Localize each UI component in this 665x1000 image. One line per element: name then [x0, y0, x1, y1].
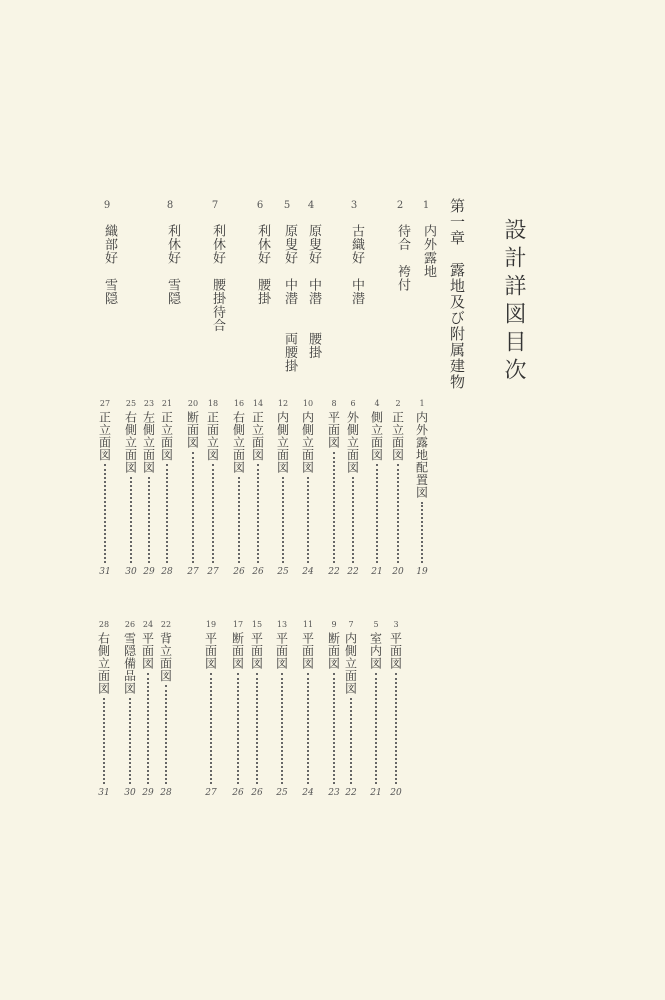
toc-entry — [203, 620, 219, 798]
leader-dots — [212, 464, 214, 563]
leader-dots — [148, 477, 150, 564]
figure-number: 25 — [125, 399, 137, 408]
toc-entry — [185, 399, 201, 577]
figure-title: 外側立面図 — [345, 411, 360, 474]
toc-entry — [275, 399, 291, 577]
page-number: 24 — [302, 567, 314, 577]
page-number: 21 — [370, 788, 382, 798]
item-title: 織部好 雪隠 — [102, 224, 117, 305]
toc-entry — [250, 399, 266, 577]
toc-entry — [123, 399, 139, 577]
figure-title: 内側立面図 — [343, 632, 358, 695]
figure-number: 18 — [207, 399, 219, 408]
toc-entry — [140, 620, 156, 798]
figure-number: 3 — [393, 620, 399, 629]
toc-entry — [274, 620, 290, 798]
figure-number: 11 — [302, 620, 314, 629]
page-number: 26 — [232, 788, 244, 798]
figure-number: 20 — [187, 399, 199, 408]
leader-dots — [129, 698, 131, 785]
item-title: 利休好 腰掛 — [255, 224, 270, 305]
page-number: 25 — [277, 567, 289, 577]
toc-entry — [345, 399, 361, 577]
figure-number: 24 — [142, 620, 154, 629]
item-number: 8 — [166, 200, 174, 211]
figure-number: 10 — [302, 399, 314, 408]
figure-title: 平面図 — [274, 632, 289, 670]
figure-number: 2 — [395, 399, 401, 408]
leader-dots — [307, 477, 309, 564]
figure-title: 正立面図 — [159, 411, 174, 461]
page-number: 22 — [347, 567, 359, 577]
page-number: 26 — [252, 567, 264, 577]
leader-dots — [352, 477, 354, 564]
item-number: 2 — [396, 200, 404, 211]
figure-title: 背立面図 — [158, 632, 173, 682]
page-number: 20 — [392, 567, 404, 577]
toc-entry — [369, 399, 385, 577]
item-number: 3 — [350, 200, 358, 211]
item-title: 利休好 雪隠 — [165, 224, 180, 305]
item-number: 4 — [307, 200, 315, 211]
item-title: 原叟好 中潜 腰掛 — [306, 224, 321, 359]
figure-number: 14 — [252, 399, 264, 408]
figure-title: 雪隠備品図 — [122, 632, 137, 695]
figure-title: 左側立面図 — [141, 411, 156, 474]
chapter-heading: 第一章 露地及び附属建物 — [448, 198, 466, 390]
item-title: 原叟好 中潜 両腰掛 — [282, 224, 297, 373]
toc-entry — [231, 399, 247, 577]
leader-dots — [421, 502, 423, 564]
item-number: 9 — [103, 200, 111, 211]
figure-title: 平面図 — [140, 632, 155, 670]
page-number: 25 — [276, 788, 288, 798]
figure-title: 正立面図 — [97, 411, 112, 461]
page-number: 21 — [371, 567, 383, 577]
item-title: 利休好 腰掛待合 — [210, 224, 225, 332]
item-number: 5 — [283, 200, 291, 211]
leader-dots — [395, 673, 397, 785]
leader-dots — [397, 464, 399, 563]
toc-entry — [158, 620, 174, 798]
page-number: 31 — [98, 788, 110, 798]
figure-number: 6 — [350, 399, 356, 408]
figure-title: 正立面図 — [250, 411, 265, 461]
leader-dots — [375, 673, 377, 785]
toc-entry — [96, 620, 112, 798]
item-number: 1 — [422, 200, 430, 211]
leader-dots — [281, 673, 283, 785]
page-number: 22 — [328, 567, 340, 577]
page-number: 24 — [302, 788, 314, 798]
leader-dots — [256, 673, 258, 785]
page-number: 29 — [142, 788, 154, 798]
page-number: 30 — [124, 788, 136, 798]
toc-entry — [159, 399, 175, 577]
figure-number: 1 — [419, 399, 425, 408]
figure-title: 内側立面図 — [300, 411, 315, 474]
page-number: 27 — [207, 567, 219, 577]
figure-title: 内外露地配置図 — [414, 411, 429, 499]
figure-title: 内側立面図 — [275, 411, 290, 474]
figure-title: 断面図 — [326, 632, 341, 670]
page-number: 26 — [233, 567, 245, 577]
figure-title: 室内図 — [368, 632, 383, 670]
figure-number: 5 — [373, 620, 379, 629]
page-number: 27 — [187, 567, 199, 577]
figure-title: 正面立図 — [205, 411, 220, 461]
page-number: 28 — [160, 788, 172, 798]
figure-title: 平面図 — [203, 632, 218, 670]
figure-title: 平面図 — [326, 411, 341, 449]
page-number: 20 — [390, 788, 402, 798]
toc-entry — [230, 620, 246, 798]
leader-dots — [166, 464, 168, 563]
toc-entry — [343, 620, 359, 798]
leader-dots — [376, 464, 378, 563]
leader-dots — [282, 477, 284, 564]
figure-number: 23 — [143, 399, 155, 408]
leader-dots — [333, 452, 335, 564]
toc-entry — [300, 620, 316, 798]
figure-title: 右側立面図 — [96, 632, 111, 695]
page-number: 28 — [161, 567, 173, 577]
leader-dots — [103, 698, 105, 785]
figure-title: 平面図 — [300, 632, 315, 670]
figure-number: 26 — [124, 620, 136, 629]
page-title: 設計詳図目次 — [501, 218, 526, 386]
leader-dots — [257, 464, 259, 563]
leader-dots — [192, 452, 194, 564]
leader-dots — [165, 685, 167, 784]
figure-number: 17 — [232, 620, 244, 629]
figure-title: 平面図 — [388, 632, 403, 670]
leader-dots — [333, 673, 335, 785]
toc-entry — [122, 620, 138, 798]
figure-title: 正立面図 — [390, 411, 405, 461]
page-number: 23 — [328, 788, 340, 798]
page-number: 26 — [251, 788, 263, 798]
figure-number: 19 — [205, 620, 217, 629]
figure-number: 8 — [331, 399, 337, 408]
page-number: 27 — [205, 788, 217, 798]
figure-title: 側立面図 — [369, 411, 384, 461]
leader-dots — [237, 673, 239, 785]
leader-dots — [147, 673, 149, 785]
toc-entry — [205, 399, 221, 577]
leader-dots — [130, 477, 132, 564]
page-number: 19 — [416, 567, 428, 577]
toc-entry — [300, 399, 316, 577]
toc-entry — [97, 399, 113, 577]
leader-dots — [210, 673, 212, 785]
item-title: 古織好 中潜 — [349, 224, 364, 305]
item-title: 内外露地 — [421, 224, 436, 278]
figure-title: 断面図 — [230, 632, 245, 670]
toc-entry — [368, 620, 384, 798]
figure-number: 12 — [277, 399, 289, 408]
toc-entry — [388, 620, 404, 798]
toc-entry — [414, 399, 430, 577]
figure-number: 27 — [99, 399, 111, 408]
toc-entry — [141, 399, 157, 577]
figure-number: 21 — [161, 399, 173, 408]
page-number: 30 — [125, 567, 137, 577]
figure-number: 9 — [331, 620, 337, 629]
page-number: 31 — [99, 567, 111, 577]
figure-number: 4 — [374, 399, 380, 408]
figure-title: 右側立面図 — [231, 411, 246, 474]
leader-dots — [307, 673, 309, 785]
item-number: 7 — [211, 200, 219, 211]
figure-title: 平面図 — [249, 632, 264, 670]
figure-number: 22 — [160, 620, 172, 629]
leader-dots — [238, 477, 240, 564]
item-title: 待合 袴付 — [395, 224, 410, 292]
item-number: 6 — [256, 200, 264, 211]
toc-entry — [326, 399, 342, 577]
figure-number: 28 — [98, 620, 110, 629]
leader-dots — [104, 464, 106, 563]
figure-title: 右側立面図 — [123, 411, 138, 474]
page-number: 29 — [143, 567, 155, 577]
toc-entry — [390, 399, 406, 577]
toc-entry — [326, 620, 342, 798]
figure-number: 15 — [251, 620, 263, 629]
page-number: 22 — [345, 788, 357, 798]
toc-entry — [249, 620, 265, 798]
leader-dots — [350, 698, 352, 785]
figure-title: 断面図 — [185, 411, 200, 449]
figure-number: 7 — [348, 620, 354, 629]
figure-number: 13 — [276, 620, 288, 629]
figure-number: 16 — [233, 399, 245, 408]
